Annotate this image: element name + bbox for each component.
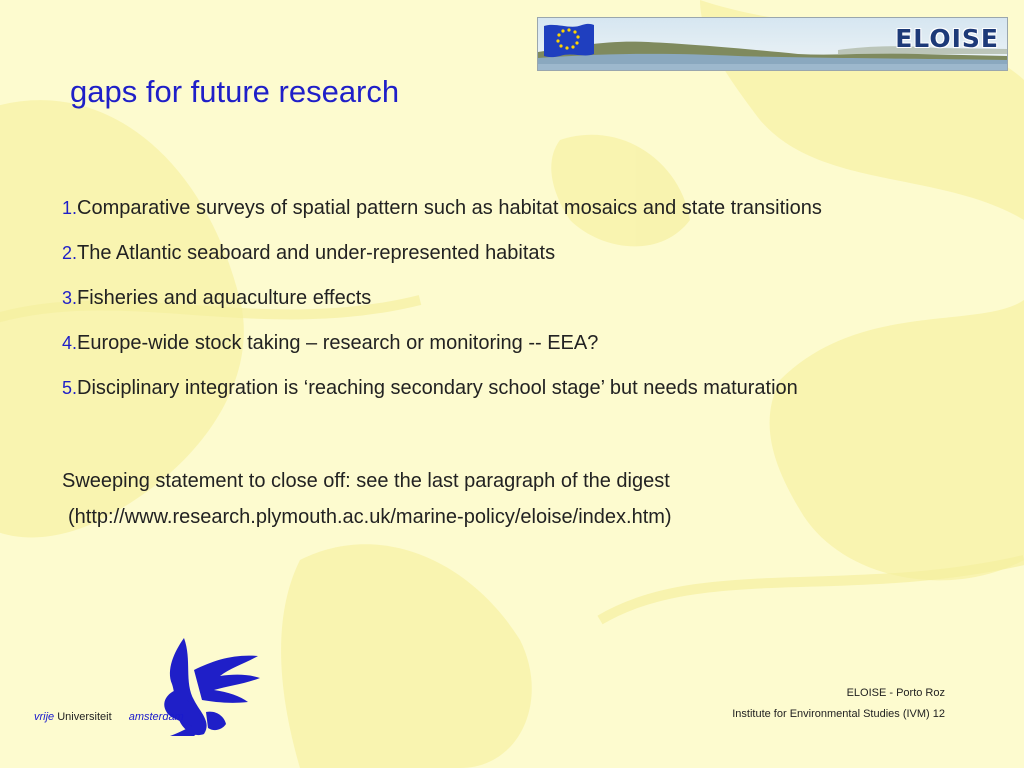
list-item — [62, 193, 1012, 238]
closing-text: Sweeping statement to close off: see the last paragraph of the digest — [62, 470, 670, 492]
item-number: 3. — [62, 288, 78, 308]
item-number: 1. — [62, 198, 78, 218]
digest-url: (http://www.research.plymouth.ac.uk/marine-policy/eloise/index.htm) — [68, 506, 672, 528]
item-text: Comparative surveys of spatial pattern such as habitat mosaics and state transitions — [77, 197, 822, 219]
slide-title: gaps for future research — [70, 74, 400, 109]
item-text: Europe-wide stock taking – research or monitoring -- EEA? — [77, 332, 599, 354]
griffin-icon — [34, 630, 274, 740]
list-item — [62, 373, 1012, 418]
vu-logo-text — [34, 711, 184, 723]
footer-institute: Institute for Environmental Studies (IVM) 12 — [732, 708, 945, 720]
list-item — [62, 283, 1012, 328]
footer-event: ELOISE - Porto Roz — [846, 687, 945, 699]
eu-flag-icon — [542, 22, 596, 60]
vu-universiteit: Universiteit — [57, 711, 112, 723]
slide-footer — [732, 683, 945, 725]
eloise-banner — [537, 17, 1008, 71]
vu-vrije: vrije — [34, 711, 55, 723]
eloise-logo-text: ELOISE — [895, 24, 999, 53]
research-gaps-list — [62, 193, 1012, 418]
vu-amsterdam: amsterdam — [128, 711, 184, 723]
item-number: 5. — [62, 378, 78, 398]
item-number: 2. — [62, 243, 78, 263]
item-text: The Atlantic seaboard and under-represented habitats — [77, 242, 556, 264]
item-number: 4. — [62, 333, 78, 353]
list-item — [62, 238, 1012, 283]
list-item — [62, 328, 1012, 373]
item-text: Fisheries and aquaculture effects — [77, 287, 372, 309]
closing-statement — [62, 463, 1002, 535]
item-text: Disciplinary integration is ‘reaching secondary school stage’ but needs maturation — [77, 377, 798, 399]
